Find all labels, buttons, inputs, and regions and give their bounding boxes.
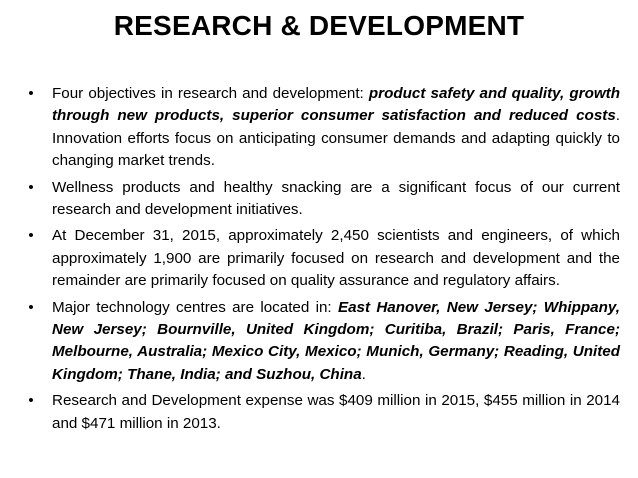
bullet-dot-icon: • [28,298,34,316]
text-segment: Research and Development expense was $409 million in 2015, $455 million in 2014 and $471 million in 2013. [52,392,620,432]
bullet-text [52,299,620,383]
text-segment: . Innovation efforts focus on anticipating consumer demands and adapting quickly to changing market trends. [52,107,620,170]
bullet-item-technology-centres [22,297,620,387]
text-segment: . [361,365,366,383]
bullet-item-objectives [22,83,620,173]
text-segment: Major technology centres are located in: [52,298,338,316]
bullet-dot-icon: • [28,178,34,196]
bullet-item-expense [22,390,620,435]
bullet-dot-icon: • [28,85,34,102]
text-segment: Wellness products and healthy snacking are a significant focus of our current research and development initiatives. [52,178,620,219]
bullet-item-wellness [22,177,620,222]
text-segment: Four objectives in research and development: [52,85,369,102]
emphasized-locations: East Hanover, New Jersey; Whippany, New Jersey; Bournville, United Kingdom; Curitiba, Brazil; Paris, France; Melbourne, Australia; Mexico City, Mexico; Munich, Germany; Reading, United Kingdom; Thane, India; and Suzhou, China [52,298,620,383]
bullet-dot-icon: • [28,392,34,410]
text-segment: At December 31, 2015, approximately 2,450 scientists and engineers, of which approximately 1,900 are primarily focused on research and development and the remainder are primarily focused on quality assurance and regulatory affairs. [52,227,620,290]
bullet-text [52,392,620,431]
emphasized-objectives: product safety and quality, growth through new products, superior consumer satisfaction and reduced costs [52,85,620,125]
bullet-text [52,179,620,218]
slide-title: RESEARCH & DEVELOPMENT [113,10,525,41]
bullet-text [52,85,620,169]
bullet-dot-icon: • [28,227,34,245]
bullet-list [22,83,620,439]
bullet-text [52,227,620,289]
bullet-item-scientists [22,225,620,292]
